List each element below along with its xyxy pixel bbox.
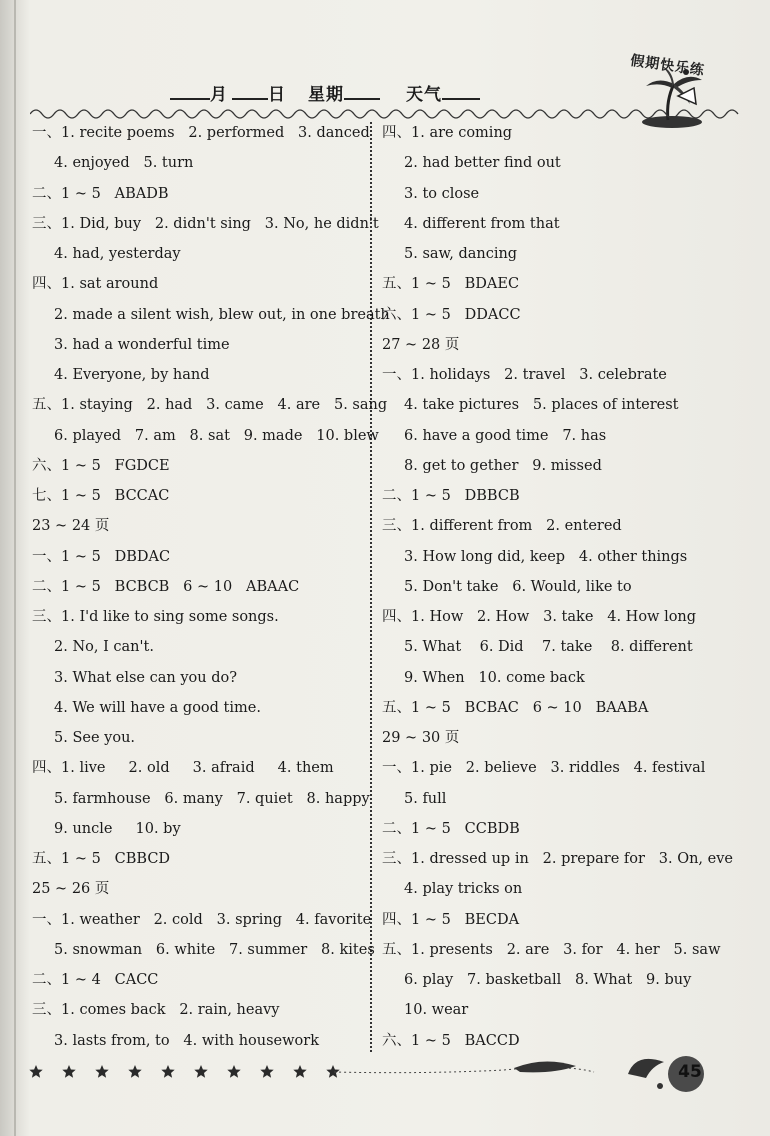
- star-icon: [29, 1065, 42, 1078]
- answer-line: 3. What else can you do?: [54, 669, 237, 686]
- star-icon: [161, 1065, 174, 1078]
- answer-line: 四、1. How 2. How 3. take 4. How long: [382, 609, 697, 625]
- answer-line: 三、1. different from 2. entered: [382, 518, 622, 535]
- star-border-decoration: [24, 1052, 744, 1092]
- answer-line: 27 ~ 28 页: [382, 336, 460, 353]
- answer-line: 25 ~ 26 页: [32, 881, 110, 898]
- answer-line: 4. enjoyed 5. turn: [54, 155, 194, 172]
- month-label: 月: [210, 85, 228, 105]
- answer-line: 五、1 ~ 5 BCBAC 6 ~ 10 BAABA: [382, 699, 649, 716]
- answer-line: 4. Everyone, by hand: [54, 367, 210, 383]
- star-icon: [62, 1065, 75, 1078]
- answer-line: 29 ~ 30 页: [382, 730, 460, 746]
- answer-line: 2. made a silent wish, blew out, in one breath: [54, 306, 390, 323]
- answer-line: 二、1 ~ 4 CACC: [32, 972, 159, 988]
- answer-line: 六、1 ~ 5 FGDCE: [32, 457, 170, 474]
- answer-line: 3. to close: [404, 185, 480, 202]
- answer-line: 六、1 ~ 5 DDACC: [382, 306, 521, 323]
- answer-line: 二、1 ~ 5 DBBCB: [382, 488, 520, 504]
- answer-line: 5. saw, dancing: [404, 246, 518, 262]
- day-label: 日: [268, 85, 286, 105]
- day-blank: [232, 82, 268, 100]
- answer-line: 10. wear: [404, 1002, 469, 1019]
- answer-line: 4. We will have a good time.: [54, 699, 261, 716]
- answer-line: 六、1 ~ 5 BACCD: [382, 1032, 520, 1049]
- answer-line: 二、1 ~ 5 BCBCB 6 ~ 10 ABAAC: [32, 578, 300, 595]
- answer-line: 一、1. pie 2. believe 3. riddles 4. festival: [382, 760, 706, 777]
- answer-column-left: [32, 118, 390, 1056]
- answer-line: 6. played 7. am 8. sat 9. made 10. blew: [54, 427, 379, 444]
- page-number: 45: [678, 1062, 702, 1082]
- weather-blank: [442, 82, 480, 100]
- answer-line: 5. See you.: [54, 730, 136, 746]
- answer-line: 四、1 ~ 5 BECDA: [382, 911, 520, 928]
- answer-line: 8. get to gether 9. missed: [404, 457, 602, 474]
- answer-line: 五、1 ~ 5 CBBCD: [32, 851, 171, 867]
- weekday-blank: [344, 82, 380, 100]
- answer-line: 四、1. sat around: [32, 276, 159, 293]
- star-icon: [260, 1065, 273, 1078]
- answer-line: 6. play 7. basketball 8. What 9. buy: [404, 972, 692, 988]
- answer-line: 3. had a wonderful time: [54, 336, 230, 353]
- star-icon: [227, 1065, 240, 1078]
- answer-line: 三、1. Did, buy 2. didn't sing 3. No, he didn't: [32, 215, 379, 232]
- answer-line: 七、1 ~ 5 BCCAC: [32, 488, 170, 504]
- answer-line: 9. When 10. come back: [404, 669, 585, 686]
- answer-line: 5. farmhouse 6. many 7. quiet 8. happy: [54, 790, 370, 807]
- answer-line: 三、1. dressed up in 2. prepare for 3. On, eve: [382, 851, 734, 867]
- answer-line: 3. How long did, keep 4. other things: [404, 548, 688, 565]
- answer-line: 2. No, I can't.: [54, 639, 154, 656]
- weather-label: 天气: [406, 85, 442, 105]
- answer-line: 五、1. presents 2. are 3. for 4. her 5. saw: [382, 941, 721, 958]
- answer-line: 23 ~ 24 页: [32, 518, 110, 535]
- answer-line: 一、1. recite poems 2. performed 3. danced: [32, 125, 370, 141]
- binding-edge: [14, 0, 16, 1136]
- answer-line: 一、1. holidays 2. travel 3. celebrate: [382, 367, 667, 383]
- answer-line: 5. full: [404, 790, 447, 807]
- logo-text: 假期快乐练: [629, 52, 706, 80]
- star-icon: [95, 1065, 108, 1078]
- star-icon: [128, 1065, 141, 1078]
- weekday-label: 星期: [308, 85, 344, 105]
- answer-line: 9. uncle 10. by: [54, 820, 181, 837]
- answer-line: 一、1 ~ 5 DBDAC: [32, 548, 171, 565]
- answer-line: 4. take pictures 5. places of interest: [404, 397, 679, 414]
- answer-line: 6. have a good time 7. has: [404, 427, 607, 444]
- answer-line: 三、1. comes back 2. rain, heavy: [32, 1002, 280, 1019]
- month-blank: [170, 82, 210, 100]
- date-weather-header: [170, 80, 490, 106]
- answer-line: 五、1 ~ 5 BDAEC: [382, 276, 520, 293]
- answer-line: 二、1 ~ 5 CCBDB: [382, 820, 520, 837]
- star-icon: [293, 1065, 306, 1078]
- answer-line: 3. lasts from, to 4. with housework: [54, 1032, 319, 1049]
- answer-line: 五、1. staying 2. had 3. came 4. are 5. sang: [32, 397, 388, 414]
- answer-line: 4. play tricks on: [404, 881, 523, 898]
- answer-line: 四、1. live 2. old 3. afraid 4. them: [32, 760, 334, 777]
- answer-line: 4. different from that: [404, 215, 560, 232]
- answer-line: 一、1. weather 2. cold 3. spring 4. favorite: [32, 911, 372, 928]
- answer-line: 5. Don't take 6. Would, like to: [404, 578, 632, 595]
- answer-line: 5. What 6. Did 7. take 8. different: [404, 639, 693, 656]
- answer-line: 二、1 ~ 5 ABADB: [32, 185, 169, 202]
- answer-line: 2. had better find out: [404, 155, 561, 172]
- answer-line: 四、1. are coming: [382, 125, 513, 141]
- star-icon: [194, 1065, 207, 1078]
- answer-line: 5. snowman 6. white 7. summer 8. kites: [54, 941, 375, 958]
- answer-column-right: [382, 118, 734, 1056]
- answer-line: 三、1. I'd like to sing some songs.: [32, 609, 279, 625]
- star-icon: [326, 1065, 339, 1078]
- answer-line: 4. had, yesterday: [54, 246, 181, 262]
